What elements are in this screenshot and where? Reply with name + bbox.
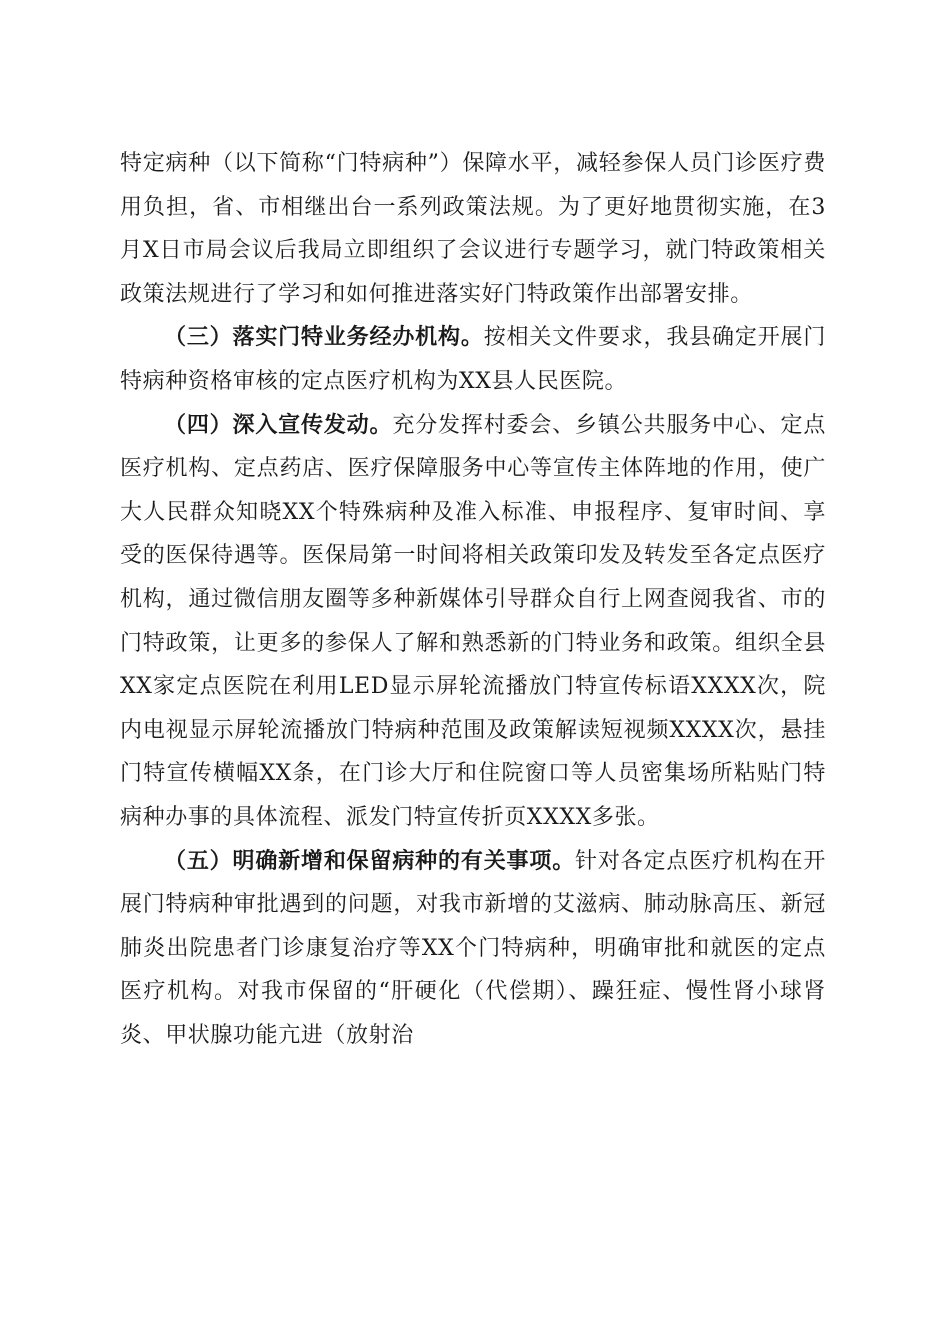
paragraph-continuation <box>120 142 826 316</box>
paragraph-section-3 <box>120 316 826 403</box>
paragraph-text: 充分发挥村委会、乡镇公共服务中心、定点医疗机构、定点药店、医疗保障服务中心等宣传主体阵地的作用，使广大人民群众知晓XX个特殊病种及准入标准、申报程序、复审时间、享受的医保待遇等。医保局第一时间将相关政策印发及转发至各定点医疗机构，通过微信朋友圈等多种新媒体引导群众自行上网查阅我省、市的门特政策，让更多的参保人了解和熟悉新的门特业务和政策。组织全县XX家定点医院在利用LED显示屏轮流播放门特宣传标语XXXX次，院内电视显示屏轮流播放门特病种范围及政策解读短视频XXXX次，悬挂门特宣传横幅XX条，在门诊大厅和住院窗口等人员密集场所粘贴门特病种办事的具体流程、派发门特宣传折页XXXX多张。 <box>120 412 826 830</box>
section-heading: （三）落实门特业务经办机构。 <box>164 324 484 351</box>
paragraph-text: 特定病种（以下简称“门特病种”）保障水平，减轻参保人员门诊医疗费用负担，省、市相继出台一系列政策法规。为了更好地贯彻实施，在3月X日市局会议后我局立即组织了会议进行专题学习，就门特政策相关政策法规进行了学习和如何推进落实好门特政策作出部署安排。 <box>120 151 826 307</box>
paragraph-section-5 <box>120 840 826 1058</box>
paragraph-text: 按相关文件要求，我县确定开展门特病种资格审核的定点医疗机构为XX县人民医院。 <box>120 325 826 394</box>
document-body <box>120 142 826 1057</box>
paragraph-section-4 <box>120 404 826 840</box>
paragraph-text: 针对各定点医疗机构在开展门特病种审批遇到的问题，对我市新增的艾滋病、肺动脉高压、新冠肺炎出院患者门诊康复治疗等XX个门特病种，明确审批和就医的定点医疗机构。对我市保留的“肝硬化（代偿期）、躁狂症、慢性肾小球肾炎、甲状腺功能亢进（放射治 <box>120 848 826 1048</box>
section-heading: （五）明确新增和保留病种的有关事项。 <box>164 847 576 874</box>
section-heading: （四）深入宣传发动。 <box>164 411 393 438</box>
